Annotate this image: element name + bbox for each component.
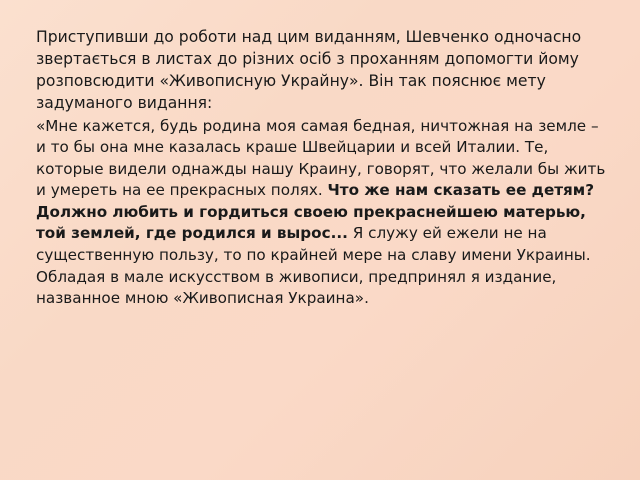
- slide-text-block: [36, 26, 606, 311]
- intro-paragraph: Приступивши до роботи над цим виданням, Шевченко одночасно звертається в листах до різних осіб з проханням допомогти йому розповсюдити «Живописную Украйну». Він так пояснює мету задуманого видання:: [36, 28, 582, 113]
- quote-text-emphasis: Что же нам сказать ее детям? Должно любить и гордиться своею прекраснейшею матерью, той землей, где родился и вырос...: [36, 181, 595, 243]
- quote-paragraph: [36, 116, 606, 310]
- quote-text-last: Я служу ей ежели не на существенную пользу, то по крайней мере на славу имени Украины. Обладая в мале искусством в живописи, предпринял я издание, названное мною «Живописная Украина».: [36, 224, 591, 308]
- quote-text-first: «Мне кажется, будь родина моя самая бедная, ничтожная на земле – и то бы она мне казалась краше Швейцарии и всей Италии. Те, которые видели однажды нашу Краину, говорят, что желали бы жить и умереть на ее прекрасных полях.: [36, 116, 606, 200]
